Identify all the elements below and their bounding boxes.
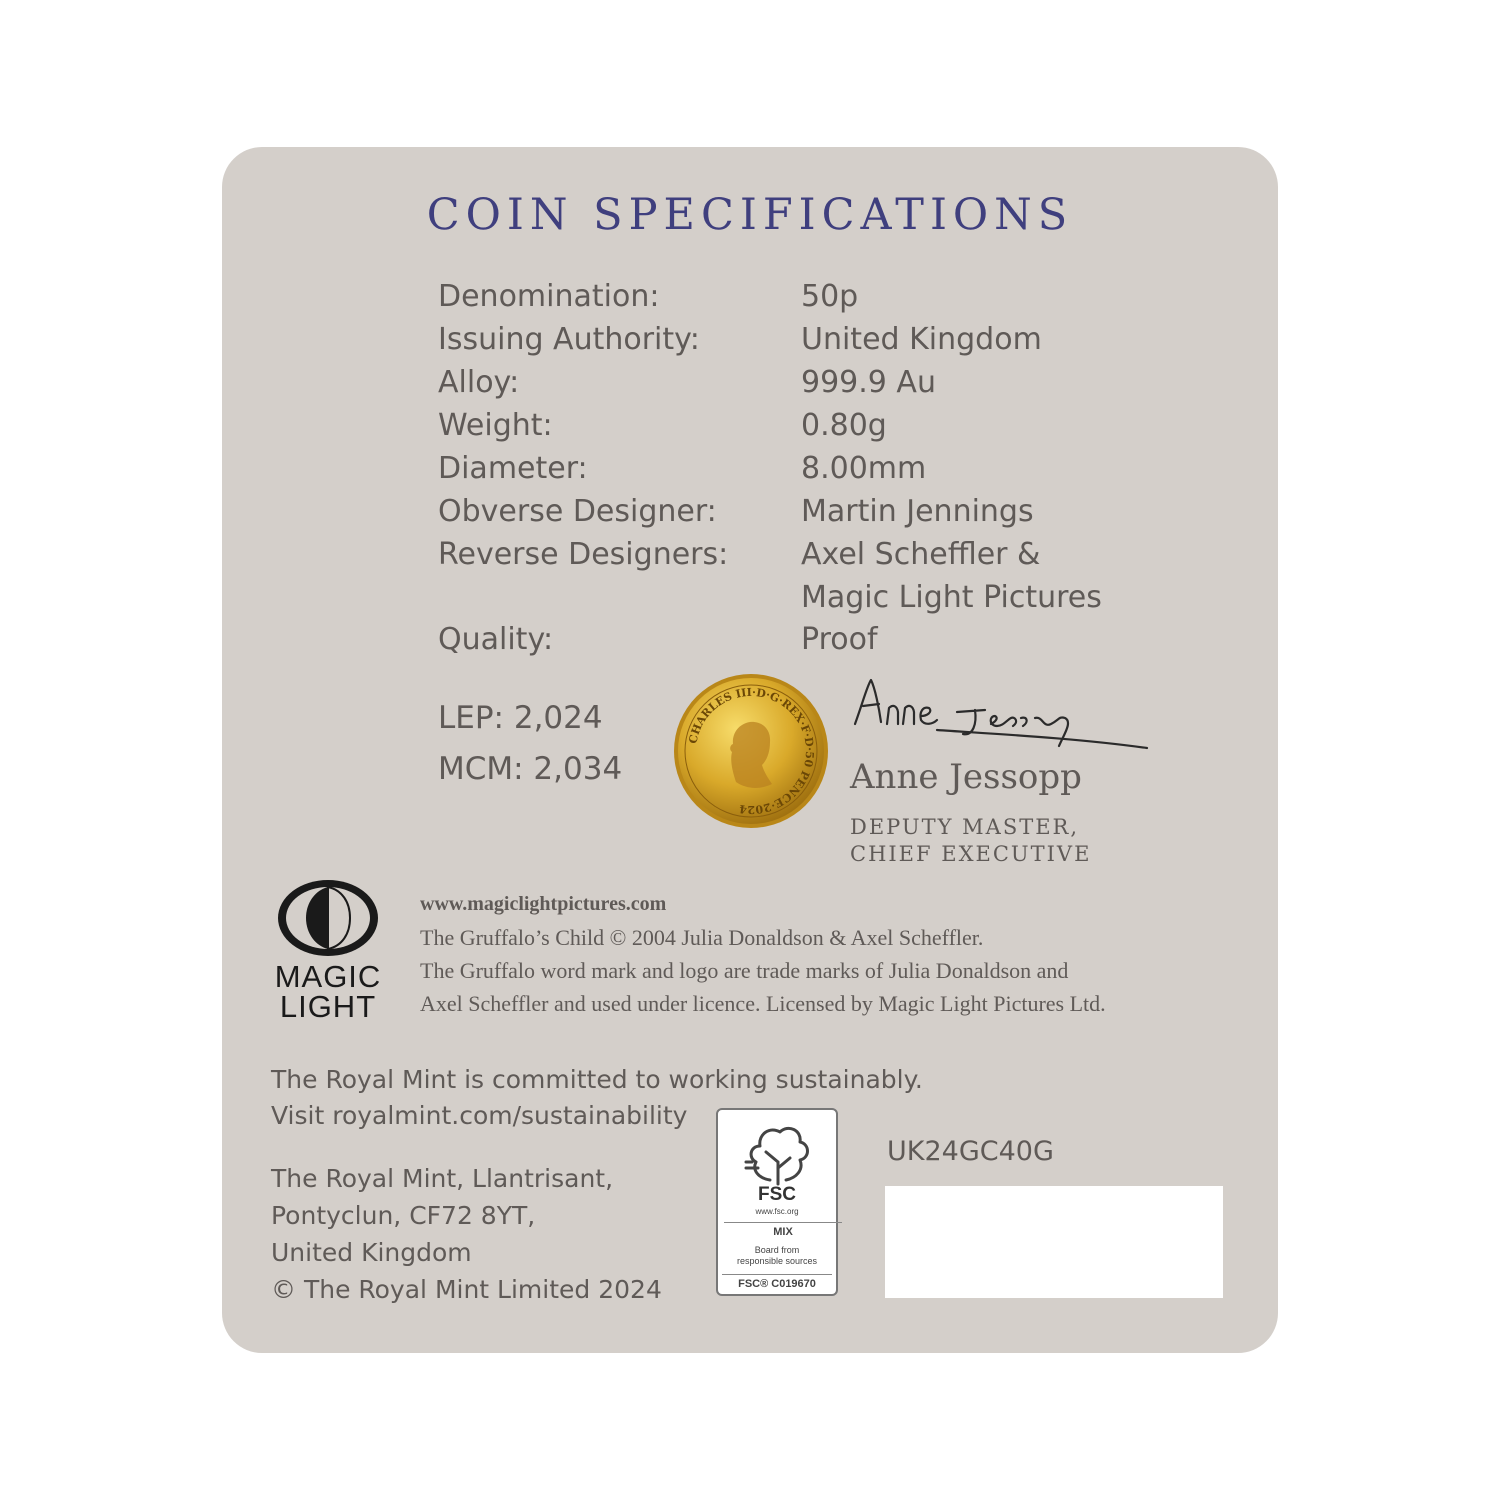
license-line-3: Axel Scheffler and used under licence. Licensed by Magic Light Pictures Ltd.	[420, 991, 1106, 1016]
sustainability-line-1: The Royal Mint is committed to working sustainably.	[271, 1065, 923, 1094]
magic-light-word-2: LIGHT	[279, 989, 377, 1024]
signer-name: Anne Jessopp	[850, 757, 1082, 797]
magic-light-url: www.magiclightpictures.com	[420, 893, 667, 915]
spec-value: Martin Jennings	[801, 494, 1034, 529]
signer-role-line1: DEPUTY MASTER,	[850, 815, 1080, 839]
fsc-web: www.fsc.org	[755, 1207, 799, 1216]
license-line-1: The Gruffalo’s Child © 2004 Julia Donaldson & Axel Scheffler.	[420, 925, 984, 950]
license-line-2: The Gruffalo word mark and logo are trade marks of Julia Donaldson and	[420, 958, 1069, 983]
spec-value: 999.9 Au	[801, 365, 936, 400]
spec-label: Diameter:	[438, 451, 588, 486]
copyright-line: © The Royal Mint Limited 2024	[271, 1275, 662, 1304]
fsc-mix: MIX	[724, 1222, 842, 1238]
magic-light-word-1: MAGIC	[274, 959, 382, 994]
address-line-1: The Royal Mint, Llantrisant,	[271, 1164, 614, 1193]
spec-value: United Kingdom	[801, 322, 1042, 357]
page-title: COIN SPECIFICATIONS	[426, 190, 1074, 240]
sustainability-line-2: Visit royalmint.com/sustainability	[271, 1101, 688, 1130]
gold-coin-image	[672, 672, 830, 830]
signer-role	[850, 814, 1091, 868]
spec-value: 8.00mm	[801, 451, 927, 486]
spec-value: 50p	[801, 279, 859, 314]
fsc-board-line2: responsible sources	[736, 1256, 818, 1266]
mintage-limits	[438, 693, 622, 795]
magic-light-mark-icon	[276, 878, 380, 958]
spec-value-line2: Magic Light Pictures	[801, 580, 1102, 615]
spec-value: 0.80g	[801, 408, 887, 443]
coin-legend: CHARLES III·D·G·REX·F·D·50 PENCE·2024	[686, 685, 817, 817]
king-portrait	[730, 722, 772, 788]
fsc-board-line1: Board from	[754, 1245, 800, 1255]
spec-label: Weight:	[438, 408, 553, 443]
spec-label: Alloy:	[438, 365, 520, 400]
spec-label: Reverse Designers:	[438, 537, 729, 572]
signer-role-line2: CHIEF EXECUTIVE	[850, 842, 1092, 866]
spec-value: Proof	[801, 622, 878, 657]
spec-value-line1: Axel Scheffler &	[801, 537, 1041, 572]
fsc-board-text	[718, 1245, 836, 1267]
fsc-license: FSC® C019670	[722, 1274, 832, 1290]
signature-image	[845, 672, 1155, 762]
fsc-tree-icon	[740, 1118, 816, 1188]
fsc-label	[716, 1108, 838, 1296]
blank-label-area	[885, 1186, 1223, 1298]
fsc-name: FSC	[758, 1184, 796, 1205]
product-code: UK24GC40G	[887, 1136, 1054, 1167]
spec-label: Denomination:	[438, 279, 660, 314]
mcm-value: MCM: 2,034	[438, 751, 623, 787]
spec-value	[801, 533, 1102, 619]
spec-label: Quality:	[438, 622, 554, 657]
magic-light-logo	[268, 878, 388, 1028]
address-line-2: Pontyclun, CF72 8YT,	[271, 1201, 536, 1230]
spec-label: Obverse Designer:	[438, 494, 717, 529]
address-block	[271, 1160, 662, 1308]
magic-light-wordmark	[268, 959, 388, 1024]
lep-value: LEP: 2,024	[438, 700, 603, 736]
address-line-3: United Kingdom	[271, 1238, 472, 1267]
license-text	[420, 888, 1106, 1020]
spec-label: Issuing Authority:	[438, 322, 700, 357]
